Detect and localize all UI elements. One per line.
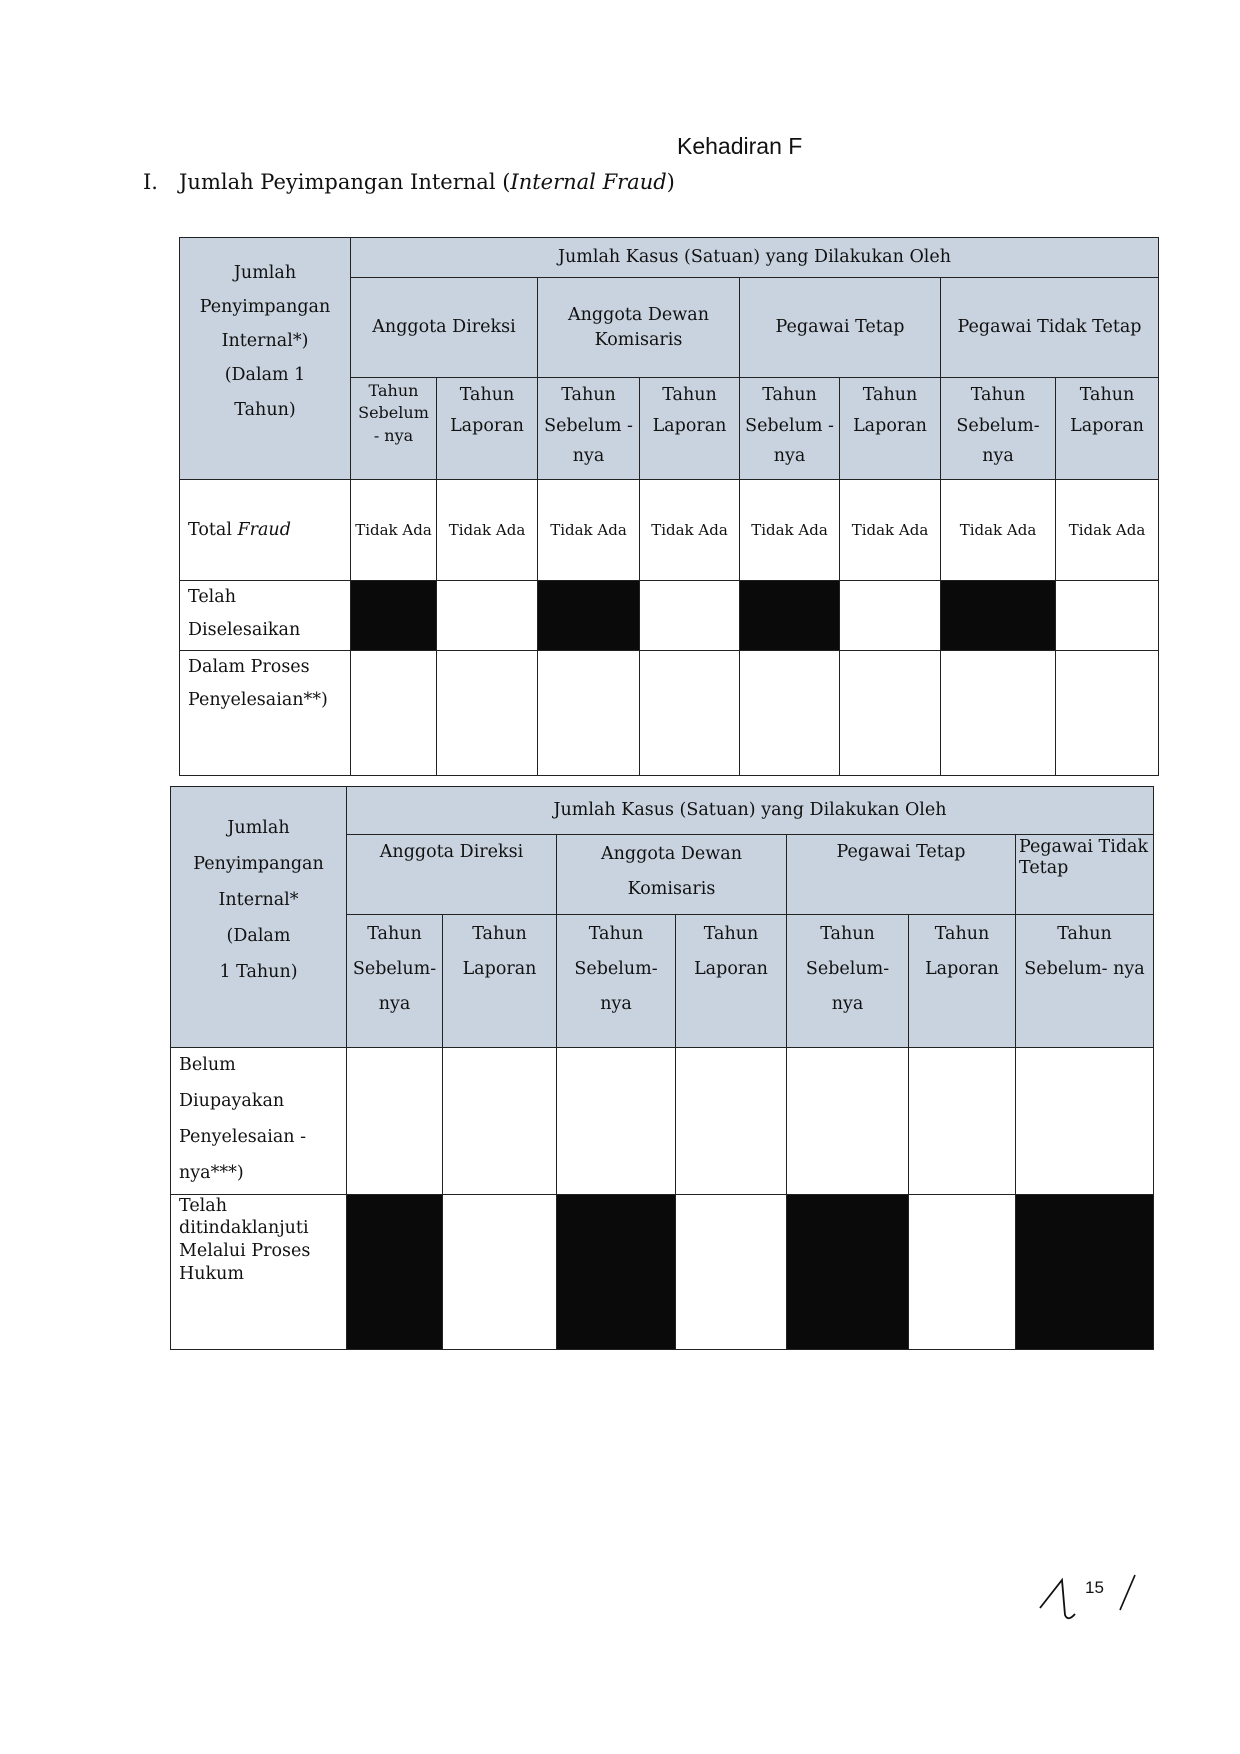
- row-header-line: (Dalam 1: [224, 365, 306, 386]
- sub-header: Tahun Sebelum - nya: [351, 378, 437, 480]
- sub-header: Tahun Sebelum- nya: [1016, 915, 1154, 1048]
- sub-header: Tahun Sebelum- nya: [787, 915, 909, 1048]
- group-header: Anggota Dewan Komisaris: [538, 278, 740, 378]
- row-header-line: 1 Tahun): [219, 961, 298, 982]
- group-header: Anggota Dewan Komisaris: [557, 835, 787, 915]
- row-label: Telah Diselesaikan: [180, 581, 351, 651]
- sub-header: Tahun Sebelum - nya: [538, 378, 640, 480]
- signature-initials: [1035, 1570, 1145, 1630]
- cell: Tidak Ada: [351, 480, 437, 581]
- row-header: [171, 787, 347, 1048]
- cell: Tidak Ada: [740, 480, 840, 581]
- group-header: Pegawai Tetap: [787, 835, 1016, 915]
- table-row: [171, 1048, 1154, 1195]
- cell: [1016, 1048, 1154, 1195]
- sub-header: Tahun Laporan: [443, 915, 557, 1048]
- cell: [1056, 650, 1159, 775]
- cell: [1056, 581, 1159, 651]
- fraud-table-2: [170, 786, 1154, 1350]
- sub-header: Tahun Laporan: [676, 915, 787, 1048]
- cell: [347, 1048, 443, 1195]
- group-header: Anggota Direksi: [347, 835, 557, 915]
- row-header-line: Internal*: [218, 889, 299, 910]
- blocked-cell: [787, 1194, 909, 1349]
- top-header: Jumlah Kasus (Satuan) yang Dilakukan Oleh: [347, 787, 1154, 835]
- cell: [941, 650, 1056, 775]
- cell: [640, 581, 740, 651]
- row-header-line: Internal*): [221, 331, 309, 352]
- row-label: [180, 480, 351, 581]
- row-header-line: Jumlah: [233, 263, 297, 283]
- cell: Tidak Ada: [941, 480, 1056, 581]
- row-label-text: Total: [188, 519, 238, 540]
- blocked-cell: [351, 581, 437, 651]
- sub-header: Tahun Laporan: [640, 378, 740, 480]
- table-row: [180, 480, 1159, 581]
- group-header: Anggota Direksi: [351, 278, 538, 378]
- sub-header: Tahun Sebelum- nya: [557, 915, 676, 1048]
- section-title: [179, 170, 675, 194]
- row-header-line: Penyimpangan: [193, 853, 324, 874]
- cell: Tidak Ada: [538, 480, 640, 581]
- cell: Tidak Ada: [640, 480, 740, 581]
- cell: [740, 650, 840, 775]
- fraud-table-1: [179, 237, 1159, 776]
- sub-header: Tahun Laporan: [437, 378, 538, 480]
- row-label: Dalam Proses Penyelesaian**): [180, 650, 351, 775]
- sub-header: Tahun Laporan: [1056, 378, 1159, 480]
- blocked-cell: [1016, 1194, 1154, 1349]
- cell: [443, 1194, 557, 1349]
- cell: [909, 1194, 1016, 1349]
- page-number: 15: [1085, 1578, 1104, 1597]
- cell: Tidak Ada: [1056, 480, 1159, 581]
- row-label: Telah ditindaklanjuti Melalui Proses Hukum: [171, 1194, 347, 1349]
- cell: Tidak Ada: [840, 480, 941, 581]
- cell: Tidak Ada: [437, 480, 538, 581]
- blocked-cell: [347, 1194, 443, 1349]
- section-title-text: Jumlah Peyimpangan Internal (: [179, 170, 511, 194]
- table-row: [180, 650, 1159, 775]
- cell: [909, 1048, 1016, 1195]
- group-header: Pegawai Tidak Tetap: [941, 278, 1159, 378]
- cell: [640, 650, 740, 775]
- row-label: Belum Diupayakan Penyelesaian - nya***): [171, 1048, 347, 1195]
- top-header: Jumlah Kasus (Satuan) yang Dilakukan Oleh: [351, 238, 1159, 278]
- cell: [443, 1048, 557, 1195]
- sub-header: Tahun Sebelum- nya: [941, 378, 1056, 480]
- blocked-cell: [538, 581, 640, 651]
- row-header: [180, 238, 351, 480]
- cell: [538, 650, 640, 775]
- blocked-cell: [557, 1194, 676, 1349]
- cell: [840, 650, 941, 775]
- sub-header: Tahun Laporan: [909, 915, 1016, 1048]
- table-row: [171, 1194, 1154, 1349]
- cell: [840, 581, 941, 651]
- document-title: Kehadiran F: [677, 133, 803, 159]
- sub-header: Tahun Sebelum- nya: [347, 915, 443, 1048]
- group-header: Pegawai Tetap: [740, 278, 941, 378]
- group-header: Pegawai Tidak Tetap: [1016, 835, 1154, 915]
- row-header-line: (Dalam: [226, 925, 291, 946]
- blocked-cell: [941, 581, 1056, 651]
- cell: [787, 1048, 909, 1195]
- cell: [557, 1048, 676, 1195]
- cell: [676, 1048, 787, 1195]
- cell: [676, 1194, 787, 1349]
- row-header-line: Jumlah: [227, 818, 290, 838]
- section-title-suffix: ): [666, 170, 675, 194]
- cell: [437, 650, 538, 775]
- row-header-line: Tahun): [234, 399, 296, 420]
- sub-header: Tahun Sebelum - nya: [740, 378, 840, 480]
- table-row: [180, 581, 1159, 651]
- cell: [437, 581, 538, 651]
- cell: [351, 650, 437, 775]
- row-label-italic: Fraud: [237, 519, 291, 540]
- blocked-cell: [740, 581, 840, 651]
- row-header-line: Penyimpangan: [199, 297, 331, 318]
- sub-header: Tahun Laporan: [840, 378, 941, 480]
- section-title-italic: Internal Fraud: [510, 170, 667, 194]
- section-number: I.: [143, 170, 158, 194]
